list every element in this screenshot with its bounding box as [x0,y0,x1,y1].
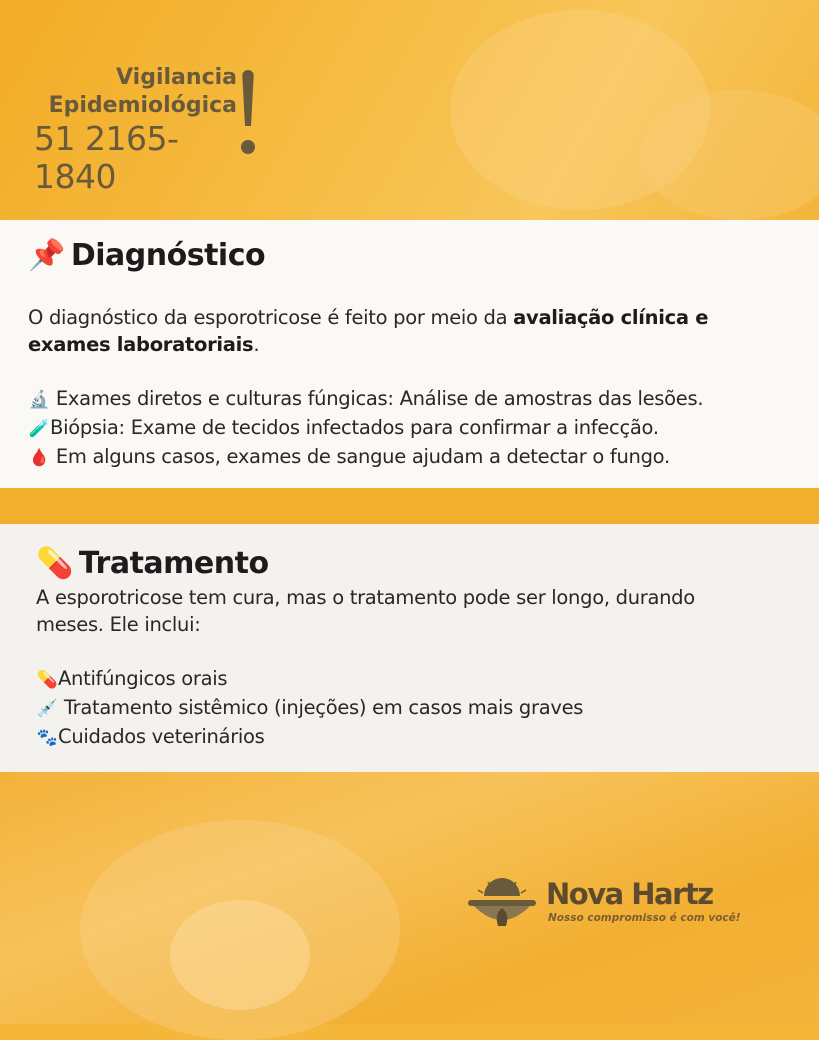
logo-tagline: Nosso compromisso é com você! [548,912,741,924]
diagnostico-intro: O diagnóstico da esporotricose é feito por meio da avaliação clínica e exames laboratoriais. [28,306,709,356]
city-emblem-icon [464,878,540,930]
list-item: 🔬 Exames diretos e culturas fúngicas: Análise de amostras das lesões. [28,385,703,414]
nova-hartz-logo [464,874,741,934]
test-tube-icon: 🧪 [28,419,50,439]
diagnostico-panel [0,220,819,488]
tratamento-title: 💊 Tratamento [36,546,269,581]
exclamation-icon [240,70,256,132]
microscope-icon: 🔬 [28,390,50,410]
tratamento-intro: A esporotricose tem cura, mas o tratamento pode ser longo, durando meses. Ele inclui: [36,586,695,636]
list-item: 💊Antifúngicos orais [36,665,583,694]
header-line1: Vigilancia [116,65,237,90]
pushpin-icon: 📌 [28,238,65,273]
diagnostico-title: 📌 Diagnóstico [28,238,266,273]
logo-name: Nova Hartz [546,877,713,911]
tratamento-list [36,665,583,752]
vigilancia-header [34,64,244,196]
pill-icon: 💊 [36,670,58,690]
list-item: 🩸 Em alguns casos, exames de sangue ajudam a detectar o fungo. [28,443,703,472]
middle-background-strip [0,488,819,524]
diagnostico-list [28,385,703,472]
cat-photo-bottom-face [170,900,310,1010]
list-item: 🧪Biópsia: Exame de tecidos infectados para confirmar a infecção. [28,414,703,443]
header-phone: 51 2165-1840 [34,119,179,196]
tratamento-panel [0,524,819,772]
list-item: 🐾Cuidados veterinários [36,723,583,752]
syringe-icon: 💉 [36,699,58,719]
blood-drop-icon: 🩸 [28,448,50,468]
list-item: 💉 Tratamento sistêmico (injeções) em casos mais graves [36,694,583,723]
pill-icon: 💊 [36,546,73,581]
header-line2: Epidemiológica [48,93,237,118]
paw-prints-icon: 🐾 [36,728,58,748]
